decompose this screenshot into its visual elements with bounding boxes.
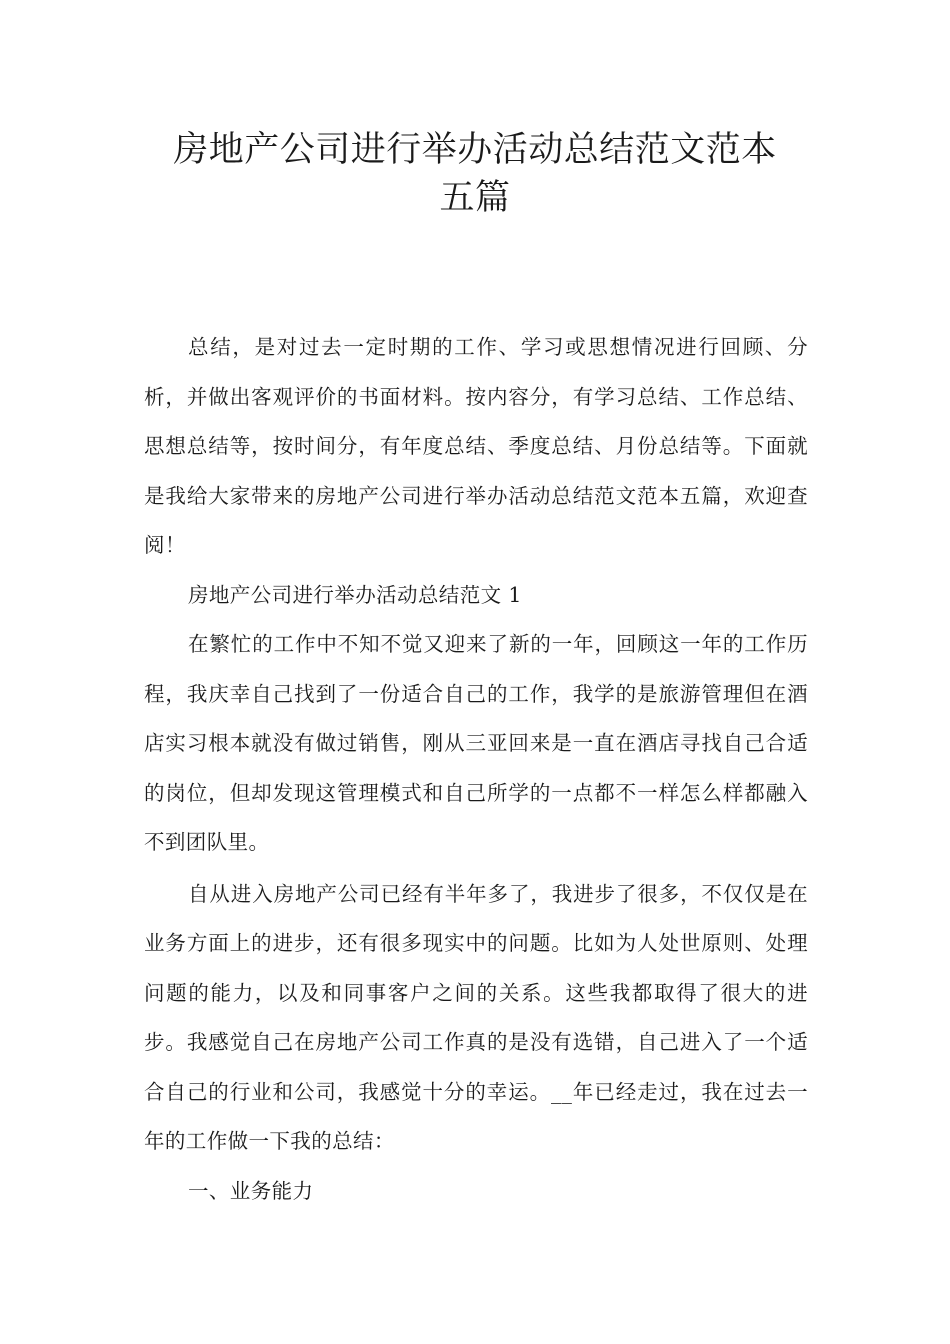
body-paragraph-2: 自从进入房地产公司已经有半年多了，我进步了很多，不仅仅是在业务方面上的进步，还有很多现实中的问题。比如为人处世原则、处理问题的能力，以及和同事客户之间的关系。这些我都取得了很大的进步。我感觉自己在房地产公司工作真的是没有选错，自己进入了一个适合自己的行业和公司，我感觉十分的幸运。__年已经走过，我在过去一年的工作做一下我的总结： xyxy=(144,881,808,1153)
title-line-1: 房地产公司进行举办活动总结范文范本 xyxy=(173,130,777,170)
title-line-2: 五篇 xyxy=(439,178,511,218)
intro-paragraph: 总结，是对过去一定时期的工作、学习或思想情况进行回顾、分析，并做出客观评价的书面材料。按内容分，有学习总结、工作总结、思想总结等，按时间分，有年度总结、季度总结、月份总结等。下面就是我给大家带来的房地产公司进行举办活动总结范文范本五篇，欢迎查阅！ xyxy=(144,335,808,557)
document-body xyxy=(144,323,808,1216)
subsection-heading: 一、业务能力 xyxy=(188,1178,314,1203)
section-heading-1: 房地产公司进行举办活动总结范文 1 xyxy=(188,582,522,607)
body-paragraph-1: 在繁忙的工作中不知不觉又迎来了新的一年，回顾这一年的工作历程，我庆幸自己找到了一份适合自己的工作，我学的是旅游管理但在酒店实习根本就没有做过销售，刚从三亚回来是一直在酒店寻找自己合适的岗位，但却发现这管理模式和自己所学的一点都不一样怎么样都融入不到团队里。 xyxy=(144,632,808,854)
document-title xyxy=(120,126,830,222)
